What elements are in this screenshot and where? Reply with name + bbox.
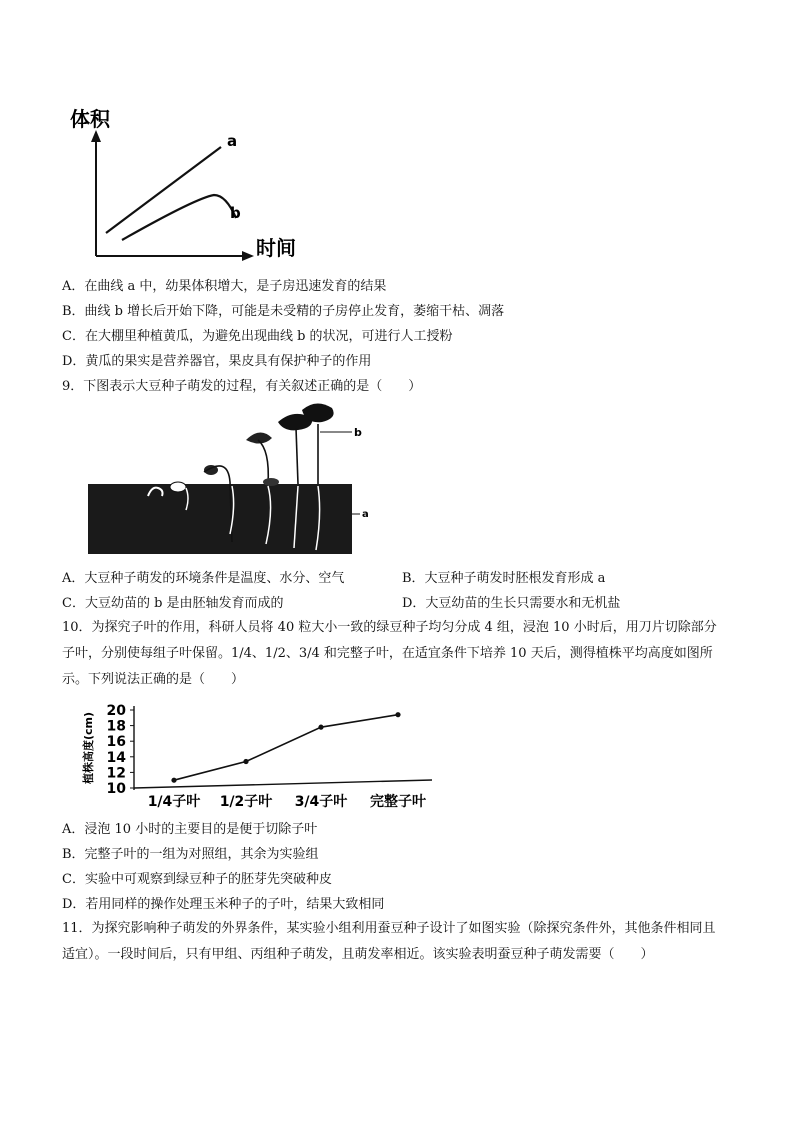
x-tick-label: 1/2子叶	[219, 794, 273, 810]
seed-stage-2	[170, 482, 186, 492]
y-axis-label: 植株高度(cm)	[82, 711, 95, 785]
q9-option-b: B．大豆种子萌发时胚根发育形成 a	[402, 571, 606, 586]
q8-option-b: B．曲线 b 增长后开始下降，可能是未受精的子房停止发育，萎缩干枯、凋落	[62, 304, 505, 319]
q9-option-c: C．大豆幼苗的 b 是由胚轴发育而成的	[62, 596, 284, 611]
y-axis-arrow-icon	[91, 130, 101, 142]
series-line	[174, 715, 398, 781]
x-tick-label: 1/4子叶	[147, 794, 201, 810]
y-tick-label: 16	[106, 734, 126, 751]
seedling-stage-4-stem	[258, 440, 268, 484]
q8-option-d: D．黄瓜的果实是营养器官，果皮具有保护种子的作用	[62, 354, 372, 369]
x-axis-arrow-icon	[242, 251, 254, 261]
y-tick-label: 10	[106, 781, 126, 797]
label-a: a	[362, 509, 369, 520]
q9-option-a: A．大豆种子萌发的环境条件是温度、水分、空气	[62, 571, 345, 586]
plant-height-chart	[70, 700, 450, 810]
seedling-stage-5-stem	[296, 428, 298, 484]
q10-option-a: A．浸泡 10 小时的主要目的是便于切除子叶	[62, 822, 318, 837]
data-point	[171, 778, 176, 783]
y-axis-label: 体积	[70, 107, 110, 131]
data-point	[318, 725, 323, 730]
y-tick-label: 18	[106, 718, 126, 735]
data-point	[243, 759, 248, 764]
q9-stem: 9．下图表示大豆种子萌发的过程，有关叙述正确的是（ ）	[62, 379, 422, 394]
y-tick-label: 14	[106, 749, 126, 766]
y-tick-label: 20	[106, 703, 126, 719]
q8-option-c: C．在大棚里种植黄瓜，为避免出现曲线 b 的状况，可进行人工授粉	[62, 329, 453, 344]
q10-stem: 10．为探究子叶的作用，科研人员将 40 粒大小一致的绿豆种子均匀分成 4 组，浸泡 10 小时后，用刀片切除部分子叶，分别使每组子叶保留。1/4、1/2、3/4 和完整子叶，在适宜条件下培养 10 天后，测得植株平均高度如图所示。下列说法正确的是（ ）	[62, 620, 717, 687]
volume-time-graph	[66, 100, 306, 265]
q11-stem: 11．为探究影响种子萌发的外界条件，某实验小组利用蚕豆种子设计了如图实验（除探究条件外，其他条件相同且适宜）。一段时间后，只有甲组、丙组种子萌发，且萌发率相近。该实验表明蚕豆种子萌发需要（ ）	[62, 921, 716, 962]
seedling-stage-4-cotyledon	[263, 478, 279, 486]
q10-option-d: D．若用同样的操作处理玉米种子的子叶，结果大致相同	[62, 897, 385, 912]
x-tick-label: 3/4子叶	[294, 794, 348, 810]
curve-a-label: a	[227, 132, 238, 150]
q8-option-a: A．在曲线 a 中，幼果体积增大，是子房迅速发育的结果	[62, 279, 387, 294]
curve-b	[122, 195, 236, 240]
q9-option-d: D．大豆幼苗的生长只需要水和无机盐	[402, 596, 621, 611]
soybean-germination-figure	[86, 400, 376, 560]
label-b: b	[354, 426, 362, 439]
curve-a	[106, 147, 221, 233]
soil-block	[88, 484, 352, 554]
q10-option-c: C．实验中可观察到绿豆种子的胚芽先突破种皮	[62, 872, 332, 887]
q10-option-b: B．完整子叶的一组为对照组，其余为实验组	[62, 847, 319, 862]
curve-b-label: b	[230, 204, 241, 222]
data-point	[395, 712, 400, 717]
x-axis-label: 时间	[256, 236, 296, 260]
y-tick-label: 12	[106, 765, 126, 782]
x-axis	[134, 780, 432, 788]
x-tick-label: 完整子叶	[370, 794, 426, 810]
